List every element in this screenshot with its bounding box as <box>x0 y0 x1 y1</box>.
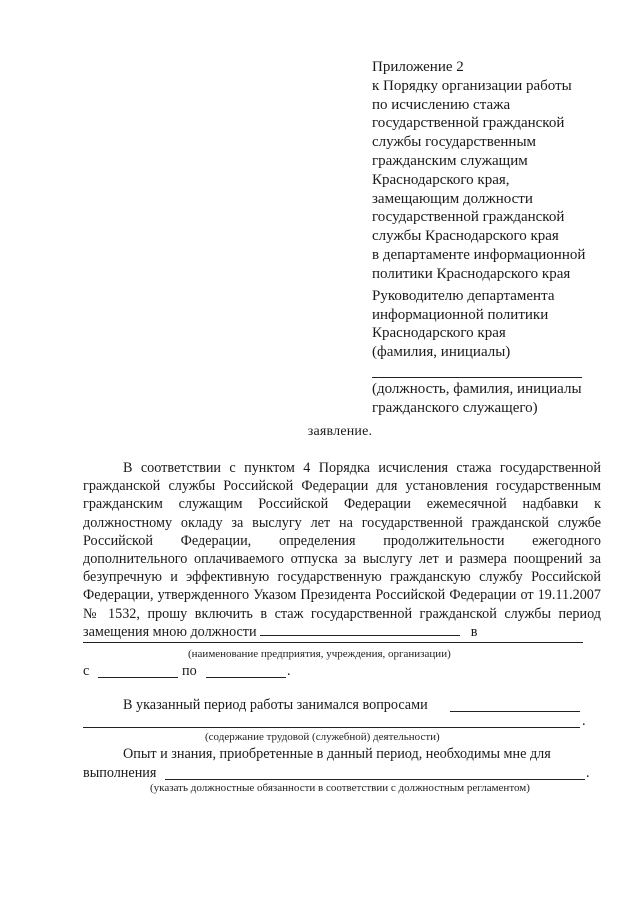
addressee-line: информационной политики <box>372 306 549 323</box>
position-blank[interactable] <box>260 623 460 636</box>
experience-end: . <box>586 765 590 781</box>
issues-blank-1[interactable] <box>450 711 580 712</box>
period-from-label: с <box>83 663 90 679</box>
experience-blank[interactable] <box>165 779 585 780</box>
appendix-line: к Порядку организации работы <box>372 77 572 94</box>
experience-text: Опыт и знания, приобретенные в данный период, необходимы мне для <box>123 746 551 762</box>
applicant-blank-line[interactable] <box>372 362 582 378</box>
addressee-block <box>372 287 622 418</box>
appendix-line: Приложение 2 <box>372 59 464 75</box>
body-paragraph-text: В соответствии с пунктом 4 Порядка исчисления стажа государственной гражданской службы Российской Федерации для установления государственным гражданским служащим Российской Федерации ежемесячной надбавки к должностному окладу за выслугу лет на государственной гражданской службе Российской Федерации, определения продолжительности ежегодного дополнительного оплачиваемого отпуска за выслугу лет и размера поощрений за безупречную и эффективную государственную гражданскую службу Российской Федерации, утвержденного Указом Президента Российской Федерации от 19.11.2007 № 1532, прошу включить в стаж государственной гражданской службы период замещения мною должности <box>83 460 601 640</box>
appendix-line: замещающим должности <box>372 190 533 207</box>
organization-caption: (наименование предприятия, учреждения, организации) <box>188 648 451 660</box>
body-paragraph <box>83 459 601 641</box>
addressee-line: Руководителю департамента <box>372 288 555 304</box>
document-title: заявление. <box>307 424 373 439</box>
period-end: . <box>287 663 291 679</box>
appendix-line: государственной гражданской <box>372 115 565 132</box>
applicant-caption-1: (должность, фамилия, инициалы <box>372 381 582 398</box>
period-to-blank[interactable] <box>206 677 286 678</box>
organization-blank-line[interactable] <box>83 642 583 643</box>
issues-text: В указанный период работы занимался вопросами <box>123 697 428 713</box>
appendix-line: в департаменте информационной <box>372 246 586 263</box>
appendix-header <box>372 58 622 284</box>
appendix-line: по исчислению стажа <box>372 96 511 113</box>
applicant-caption-2: гражданского служащего) <box>372 399 538 416</box>
appendix-line: Краснодарского края, <box>372 171 510 188</box>
issues-caption: (содержание трудовой (служебной) деятельности) <box>205 731 440 743</box>
appendix-line: гражданским служащим <box>372 152 528 169</box>
appendix-line: службы государственным <box>372 134 537 151</box>
appendix-line: службы Краснодарского края <box>372 228 559 245</box>
issues-blank-2[interactable] <box>83 727 580 728</box>
addressee-line: (фамилия, инициалы) <box>372 343 511 360</box>
appendix-line: государственной гражданской <box>372 209 565 226</box>
experience-line2: выполнения <box>83 765 157 781</box>
experience-caption: (указать должностные обязанности в соответствии с должностным регламентом) <box>150 782 530 794</box>
period-to-label: по <box>182 663 197 679</box>
appendix-line: политики Краснодарского края <box>372 265 571 282</box>
addressee-line: Краснодарского края <box>372 325 506 342</box>
body-after-blank: в <box>470 623 478 640</box>
issues-end: . <box>582 713 586 729</box>
period-from-blank[interactable] <box>98 677 178 678</box>
